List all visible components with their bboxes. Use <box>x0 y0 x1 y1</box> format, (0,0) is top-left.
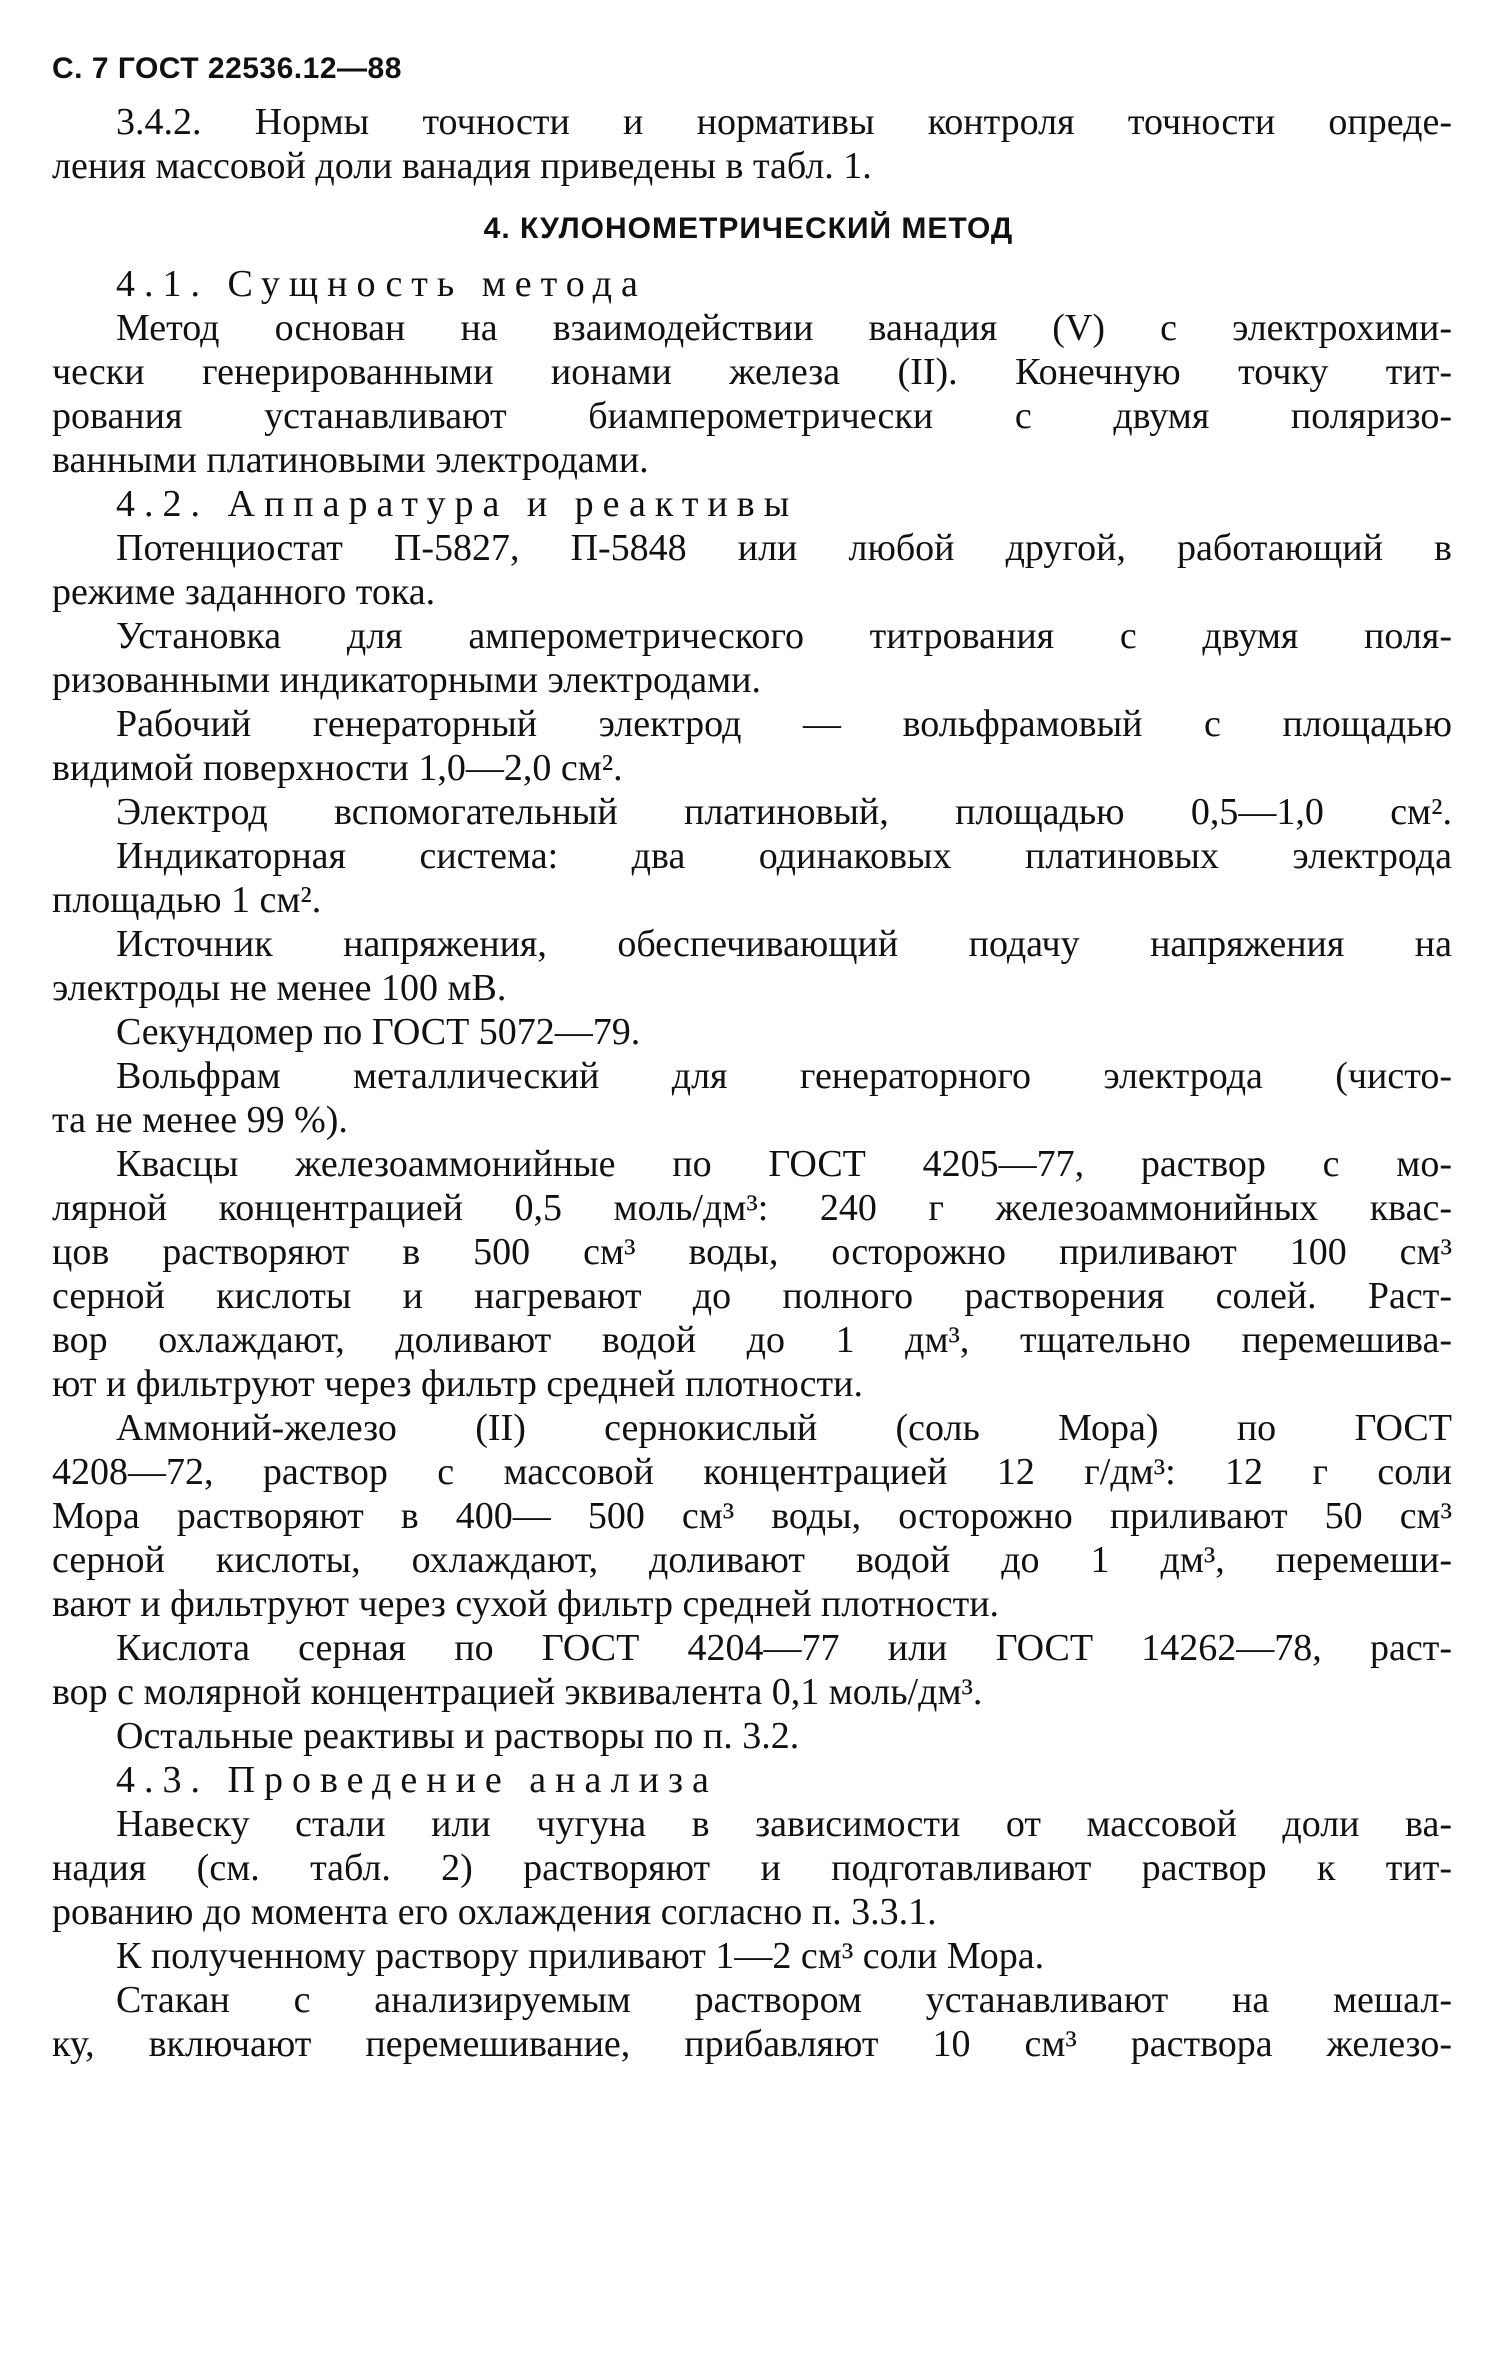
paragraph-line: Установка для амперометрического титрования с двумя поля- <box>116 615 1452 657</box>
section-title: 4. КУЛОНОМЕТРИЧЕСКИЙ МЕТОД <box>483 212 1014 245</box>
paragraph-line: Стакан с анализируемым раствором устанавливают на мешал- <box>116 1979 1452 2021</box>
paragraph-line: вор охлаждают, доливают водой до 1 дм³, тщательно перемешива- <box>52 1319 1452 1361</box>
paragraph-line: ку, включают перемешивание, прибавляют 10 см³ раствора железо- <box>52 2023 1452 2065</box>
paragraph-line: 4208—72, раствор с массовой концентрацией 12 г/дм³: 12 г соли <box>52 1451 1452 1493</box>
paragraph-line: Электрод вспомогательный платиновый, площадью 0,5—1,0 см². <box>116 791 1452 833</box>
paragraph-line: режиме заданного тока. <box>52 571 436 613</box>
paragraph-line: Остальные реактивы и растворы по п. 3.2. <box>116 1715 800 1757</box>
paragraph-line: Аммоний-железо (II) сернокислый (соль Мора) по ГОСТ <box>116 1407 1452 1449</box>
paragraph-line: Индикаторная система: два одинаковых платиновых электрода <box>116 835 1452 877</box>
paragraph-line: цов растворяют в 500 см³ воды, осторожно приливают 100 см³ <box>52 1231 1452 1273</box>
paragraph-line: Квасцы железоаммонийные по ГОСТ 4205—77, раствор с мо- <box>116 1143 1452 1185</box>
paragraph-line: площадью 1 см². <box>52 879 322 921</box>
paragraph-line: Секундомер по ГОСТ 5072—79. <box>116 1011 641 1053</box>
paragraph-line: серной кислоты и нагревают до полного растворения солей. Раст- <box>52 1275 1452 1317</box>
paragraph-line: лярной концентрацией 0,5 моль/дм³: 240 г железоаммонийных квас- <box>52 1187 1452 1229</box>
paragraph-line: вор с молярной концентрацией эквивалента 0,1 моль/дм³. <box>52 1671 983 1713</box>
paragraph-line: вают и фильтруют через сухой фильтр средней плотности. <box>52 1583 1000 1625</box>
paragraph-line: ванными платиновыми электродами. <box>52 439 649 481</box>
subsection-heading: 4.3. Проведение анализа <box>116 1759 718 1801</box>
paragraph-line: Метод основан на взаимодействии ванадия (V) с электрохими- <box>116 307 1452 349</box>
page-header: С. 7 ГОСТ 22536.12—88 <box>52 52 402 85</box>
paragraph-line: серной кислоты, охлаждают, доливают водой до 1 дм³, перемеши- <box>52 1539 1452 1581</box>
paragraph-line: К полученному раствору приливают 1—2 см³ соли Мора. <box>116 1935 1045 1977</box>
paragraph-line: надия (см. табл. 2) растворяют и подготавливают раствор к тит- <box>52 1847 1452 1889</box>
paragraph-line: чески генерированными ионами железа (II). Конечную точку тит- <box>52 351 1452 393</box>
paragraph-line: Кислота серная по ГОСТ 4204—77 или ГОСТ 14262—78, раст- <box>116 1627 1452 1669</box>
paragraph-line: Рабочий генераторный электрод — вольфрамовый с площадью <box>116 703 1452 745</box>
paragraph-line: ления массовой доли ванадия приведены в табл. 1. <box>52 145 872 187</box>
paragraph-line: Вольфрам металлический для генераторного электрода (чисто- <box>116 1055 1452 1097</box>
paragraph-line: ризованными индикаторными электродами. <box>52 659 761 701</box>
subsection-heading: 4.2. Аппаратура и реактивы <box>116 483 799 525</box>
paragraph-line: Навеску стали или чугуна в зависимости от массовой доли ва- <box>116 1803 1452 1845</box>
paragraph-line: Мора растворяют в 400— 500 см³ воды, осторожно приливают 50 см³ <box>52 1495 1452 1537</box>
paragraph-line: ют и фильтруют через фильтр средней плотности. <box>52 1363 863 1405</box>
paragraph-line: Потенциостат П-5827, П-5848 или любой другой, работающий в <box>116 527 1452 569</box>
paragraph-line: рованию до момента его охлаждения согласно п. 3.3.1. <box>52 1891 937 1933</box>
paragraph-line: 3.4.2. Нормы точности и нормативы контроля точности опреде- <box>116 101 1452 143</box>
paragraph-line: видимой поверхности 1,0—2,0 см². <box>52 747 623 789</box>
paragraph-line: Источник напряжения, обеспечивающий подачу напряжения на <box>116 923 1452 965</box>
subsection-heading: 4.1. Сущность метода <box>116 263 647 305</box>
paragraph-line: та не менее 99 %). <box>52 1099 348 1141</box>
paragraph-line: рования устанавливают биамперометрически с двумя поляризо- <box>52 395 1452 437</box>
paragraph-line: электроды не менее 100 мВ. <box>52 967 507 1009</box>
